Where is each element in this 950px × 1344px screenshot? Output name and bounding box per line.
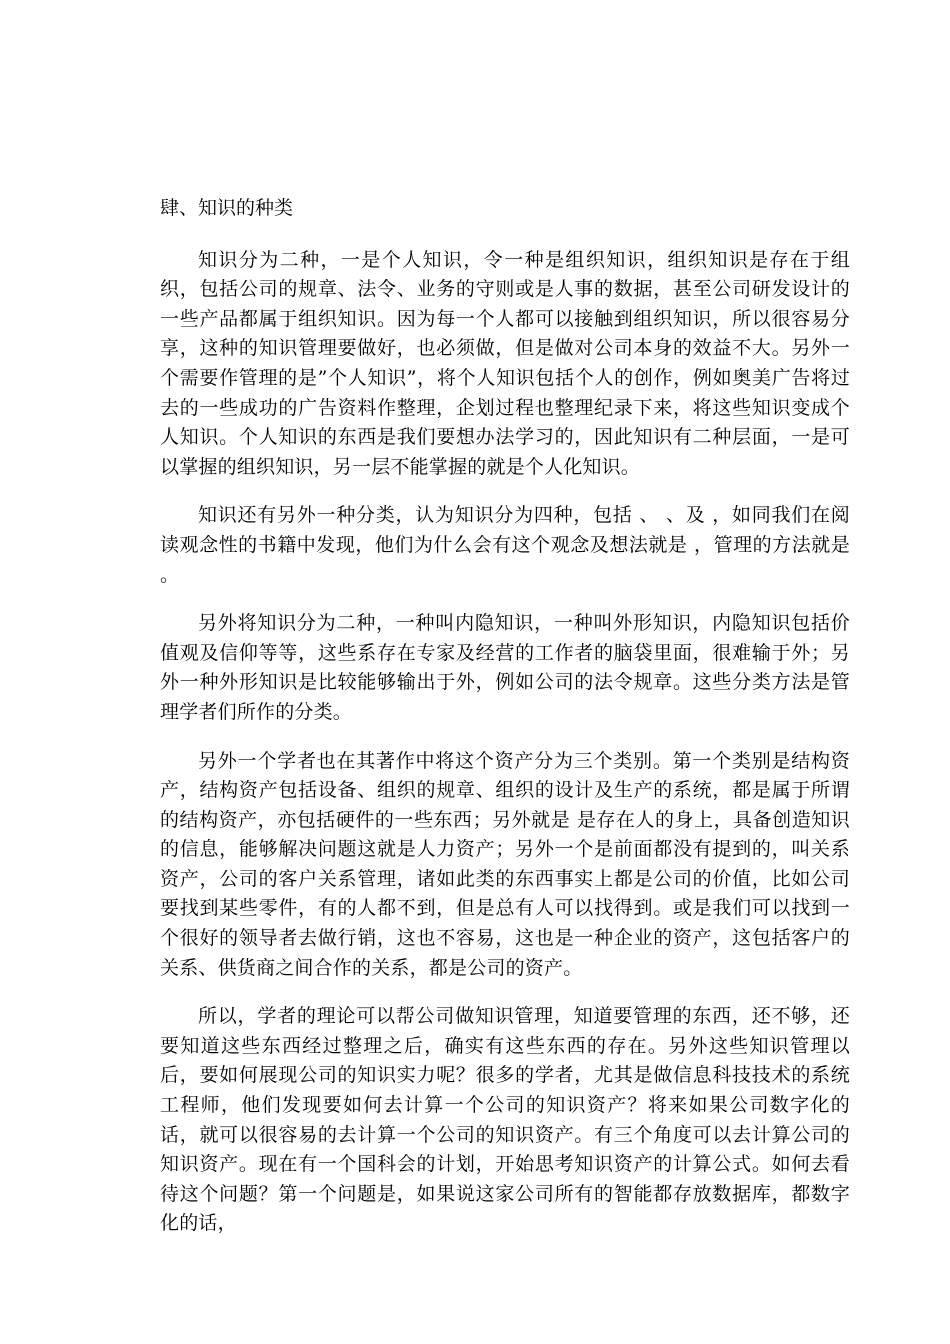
section-heading: 肆、知识的种类 bbox=[160, 197, 294, 219]
paragraph-5: 所以，学者的理论可以帮公司做知识管理，知道要管理的东西，还不够，还要知道这些东西经过整理之后，确实有这些东西的存在。另外这些知识管理以后，要如何展现公司的知识实力呢？很多的学者，尤其是做信息科技技术的系统工程师，他们发现要如何去计算一个公司的知识资产？将来如果公司数字化的话，就可以很容易的去计算一个公司的知识资产。有三个角度可以去计算公司的知识资产。现在有一个国科会的计划，开始思考知识资产的计算公式。如何去看待这个问题？第一个问题是，如果说这家公司所有的智能都存放数据库，都数字化的话， bbox=[160, 1005, 850, 1235]
paragraph-2: 知识还有另外一种分类，认为知识分为四种，包括 、 、及 ，如同我们在阅读观念性的书籍中发现，他们为什么会有这个观念及想法就是 ，管理的方法就是 。 bbox=[160, 504, 850, 586]
paragraph-3: 另外将知识分为二种，一种叫内隐知识，一种叫外形知识，内隐知识包括价值观及信仰等等，这些系存在专家及经营的工作者的脑袋里面，很难输于外；另外一种外形知识是比较能够输出于外，例如公司的法令规章。这些分类方法是管理学者们所作的分类。 bbox=[160, 612, 850, 723]
paragraph-4: 另外一个学者也在其著作中将这个资产分为三个类别。第一个类别是结构资产，结构资产包括设备、组织的规章、组织的设计及生产的系统，都是属于所谓的结构资产，亦包括硬件的一些东西；另外就是 是存在人的身上，具备创造知识的信息，能够解决问题这就是人力资产；另外一个是前面都没有提到的，叫关系资产，公司的客户关系管理，诸如此类的东西事实上都是公司的价值，比如公司要找到某些零件，有的人都不到，但是总有人可以找得到。或是我们可以找到一个很好的领导者去做行销，这也不容易，这也是一种企业的资产，这包括客户的关系、供货商之间合作的关系，都是公司的资产。 bbox=[160, 749, 850, 979]
paragraph-1: 知识分为二种，一是个人知识，令一种是组织知识，组织知识是存在于组织，包括公司的规章、法令、业务的守则或是人事的数据，甚至公司研发设计的一些产品都属于组织知识。因为每一个人都可以接触到组织知识，所以很容易分享，这种的知识管理要做好，也必须做，但是做对公司本身的效益不大。另外一个需要作管理的是”个人知识”，将个人知识包括个人的创作，例如奥美广告将过去的一些成功的广告资料作整理，企划过程也整理纪录下来，将这些知识变成个人知识。个人知识的东西是我们要想办法学习的，因此知识有二种层面，一是可以掌握的组织知识，另一层不能掌握的就是个人化知识。 bbox=[160, 248, 850, 478]
document-body bbox=[160, 194, 850, 1239]
